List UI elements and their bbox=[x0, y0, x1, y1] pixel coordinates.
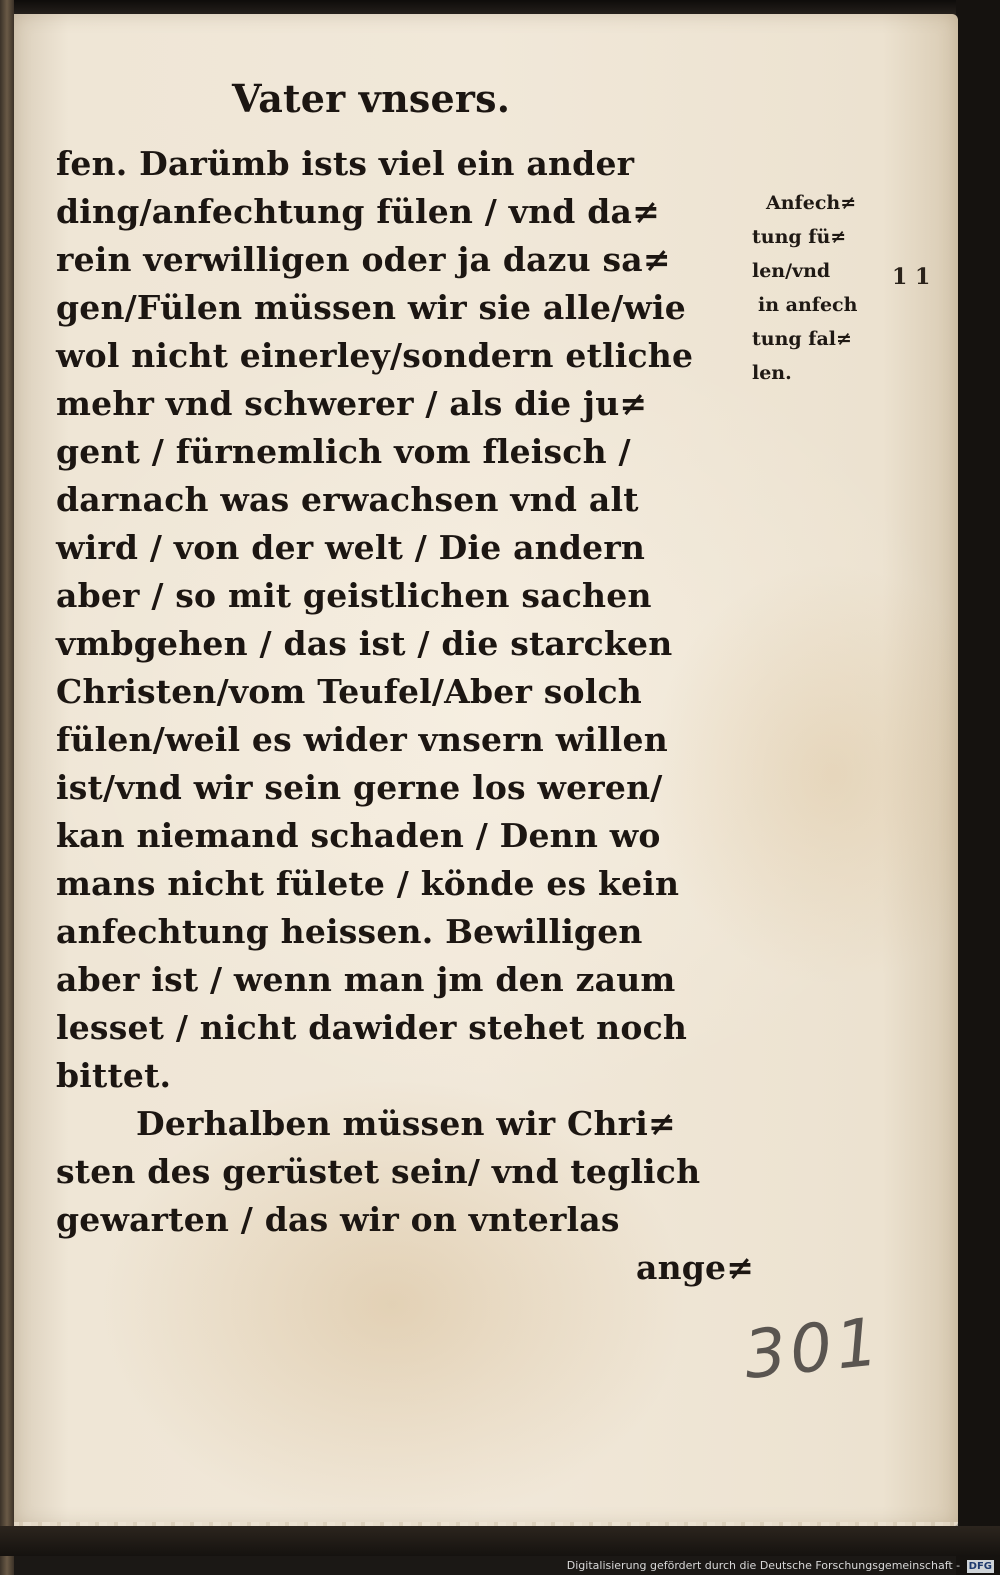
marginal-line: in anfech bbox=[758, 294, 858, 316]
text-line: ding/anfechtung fülen / vnd da≠ bbox=[56, 192, 660, 231]
text-line: ist/vnd wir sein gerne los weren/ bbox=[56, 768, 663, 807]
running-head: Vater vnsers. bbox=[232, 76, 511, 121]
handwritten-folio-number: 301 bbox=[740, 1302, 886, 1395]
text-line: gewarten / das wir on vnterlas bbox=[56, 1200, 620, 1239]
text-line: wol nicht einerley/sondern etliche bbox=[56, 336, 694, 375]
text-line: sten des gerüstet sein/ vnd teglich bbox=[56, 1152, 701, 1191]
text-line: bittet. bbox=[56, 1056, 172, 1095]
text-line: rein verwilligen oder ja dazu sa≠ bbox=[56, 240, 671, 279]
text-line: fen. Darümb ists viel ein ander bbox=[56, 144, 635, 183]
book-binding bbox=[0, 0, 14, 1575]
text-line: darnach was erwachsen vnd alt bbox=[56, 480, 639, 519]
text-line: aber / so mit geistlichen sachen bbox=[56, 576, 652, 615]
text-line: aber ist / wenn man jm den zaum bbox=[56, 960, 676, 999]
credit-text: Digitalisierung gefördert durch die Deutsche Forschungsgemeinschaft - bbox=[566, 1559, 961, 1572]
marginal-line: tung fü≠ bbox=[752, 226, 847, 248]
text-line: mehr vnd schwerer / als die ju≠ bbox=[56, 384, 648, 423]
text-line: anfechtung heissen. Bewilligen bbox=[56, 912, 643, 951]
text-line: kan niemand schaden / Denn wo bbox=[56, 816, 661, 855]
text-line: Derhalben müssen wir Chri≠ bbox=[136, 1104, 676, 1143]
text-line: wird / von der welt / Die andern bbox=[56, 528, 646, 567]
catchword: ange≠ bbox=[636, 1248, 755, 1287]
text-line: vmbgehen / das ist / die starcken bbox=[56, 624, 673, 663]
edge-marks: 1 1 bbox=[892, 264, 931, 290]
text-line: fülen/weil es wider vnsern willen bbox=[56, 720, 668, 759]
marginal-line: len. bbox=[752, 362, 792, 384]
background-right bbox=[956, 0, 1000, 1575]
background-bottom bbox=[0, 1526, 1000, 1556]
marginal-line: Anfech≠ bbox=[766, 192, 857, 214]
text-line: lesset / nicht dawider stehet noch bbox=[56, 1008, 688, 1047]
dfg-logo: DFG bbox=[968, 1560, 992, 1572]
marginal-line: tung fal≠ bbox=[752, 328, 852, 350]
marginal-line: len/vnd bbox=[752, 260, 831, 282]
text-line: gent / fürnemlich vom fleisch / bbox=[56, 432, 631, 471]
digitization-credit bbox=[567, 1556, 994, 1575]
book-page bbox=[12, 14, 958, 1526]
text-line: gen/Fülen müssen wir sie alle/wie bbox=[56, 288, 686, 327]
text-line: mans nicht fülete / könde es kein bbox=[56, 864, 680, 903]
text-line: Christen/vom Teufel/Aber solch bbox=[56, 672, 642, 711]
